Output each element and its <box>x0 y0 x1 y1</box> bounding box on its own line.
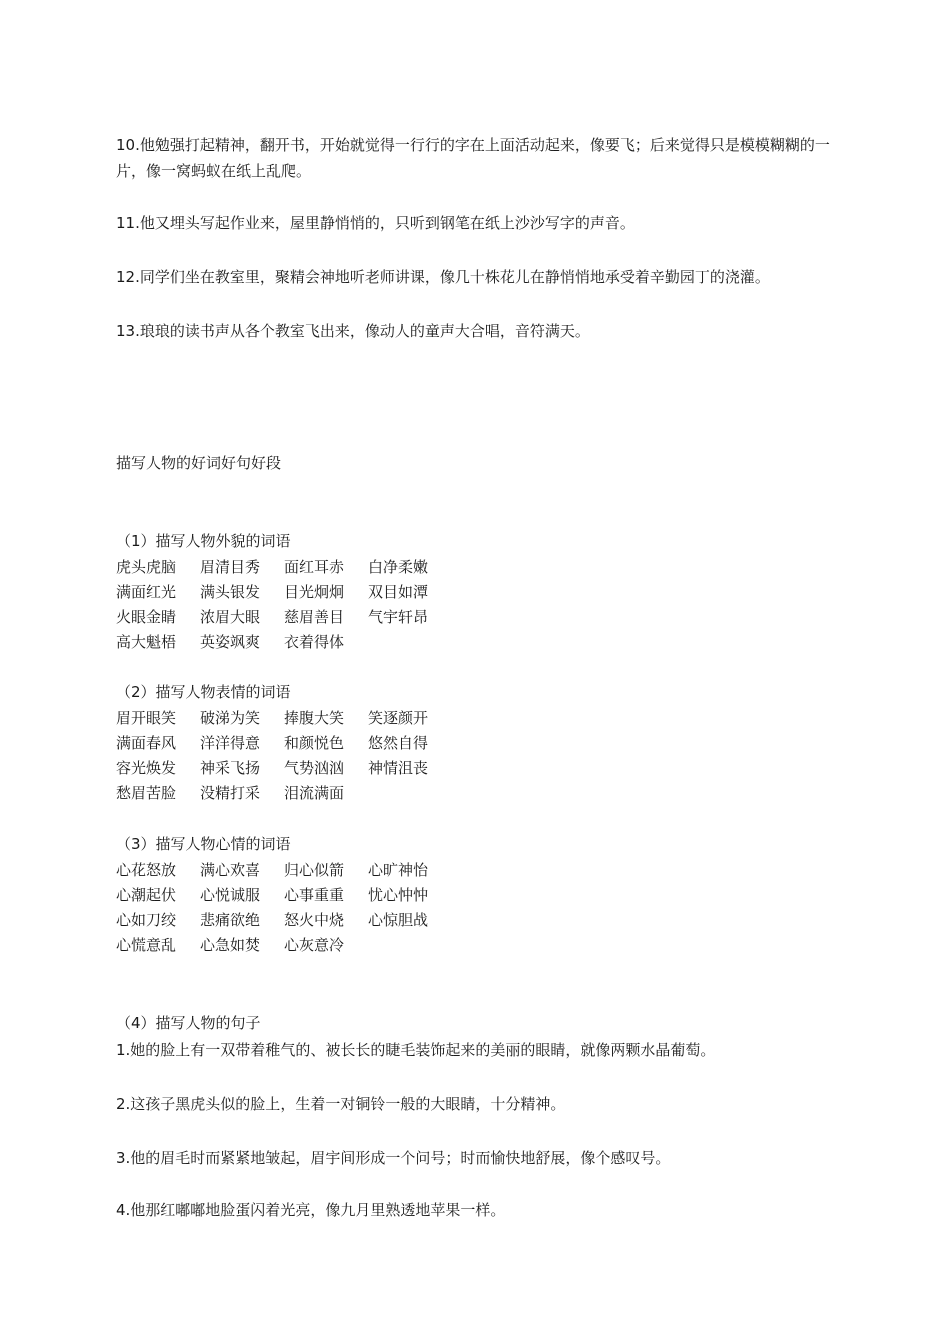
word: 怒火中烧 <box>284 911 345 929</box>
word: 气势汹汹 <box>284 759 345 777</box>
person-sentence-1: 1.她的脸上有一双带着稚气的、被长长的睫毛装饰起来的美丽的眼睛，就像两颗水晶葡萄。 <box>116 1041 716 1059</box>
word: 浓眉大眼 <box>200 608 261 626</box>
word-row <box>116 630 452 655</box>
word: 破涕为笑 <box>200 709 261 727</box>
word: 满面红光 <box>116 583 177 601</box>
word-row <box>116 555 452 580</box>
word: 悲痛欲绝 <box>200 911 261 929</box>
word: 目光炯炯 <box>284 583 345 601</box>
word-row <box>116 908 452 933</box>
word: 眉开眼笑 <box>116 709 177 727</box>
sentences-heading: （4）描写人物的句子 <box>116 1014 261 1032</box>
word: 忧心忡忡 <box>368 886 429 904</box>
sentence-11: 11.他又埋头写起作业来，屋里静悄悄的，只听到钢笔在纸上沙沙写字的声音。 <box>116 214 635 232</box>
word: 心如刀绞 <box>116 911 177 929</box>
word: 满头银发 <box>200 583 261 601</box>
group-title: （3）描写人物心情的词语 <box>116 835 291 853</box>
word-row <box>116 756 452 781</box>
word-group-appearance <box>116 530 452 655</box>
word: 笑逐颜开 <box>368 709 429 727</box>
word: 高大魁梧 <box>116 633 177 651</box>
word: 心慌意乱 <box>116 936 177 954</box>
word: 洋洋得意 <box>200 734 261 752</box>
sentence-12: 12.同学们坐在教室里，聚精会神地听老师讲课，像几十株花儿在静悄悄地承受着辛勤园丁的浇灌。 <box>116 268 770 286</box>
word: 心急如焚 <box>200 936 261 954</box>
word: 虎头虎脑 <box>116 558 177 576</box>
group-title: （2）描写人物表情的词语 <box>116 683 291 701</box>
word: 心潮起伏 <box>116 886 177 904</box>
word: 英姿飒爽 <box>200 633 261 651</box>
word: 心灰意冷 <box>284 936 345 954</box>
word-group-mood <box>116 833 452 958</box>
word: 面红耳赤 <box>284 558 345 576</box>
word: 衣着得体 <box>284 633 345 651</box>
word: 捧腹大笑 <box>284 709 345 727</box>
section-heading: 描写人物的好词好句好段 <box>116 454 282 472</box>
word: 心花怒放 <box>116 861 177 879</box>
word-row <box>116 580 452 605</box>
word: 双目如潭 <box>368 583 429 601</box>
group-title: （1）描写人物外貌的词语 <box>116 532 291 550</box>
word: 神采飞扬 <box>200 759 261 777</box>
sentence-13: 13.琅琅的读书声从各个教室飞出来，像动人的童声大合唱，音符满天。 <box>116 322 590 340</box>
word-row <box>116 883 452 908</box>
word: 心事重重 <box>284 886 345 904</box>
word: 眉清目秀 <box>200 558 261 576</box>
word: 满心欢喜 <box>200 861 261 879</box>
word: 悠然自得 <box>368 734 429 752</box>
word: 白净柔嫩 <box>368 558 429 576</box>
word: 没精打采 <box>200 784 261 802</box>
sentence-10: 10.他勉强打起精神，翻开书，开始就觉得一行行的字在上面活动起来，像要飞；后来觉得只是模模糊糊的一片，像一窝蚂蚁在纸上乱爬。 <box>116 136 830 180</box>
word: 慈眉善目 <box>284 608 345 626</box>
word: 容光焕发 <box>116 759 177 777</box>
person-sentence-2: 2.这孩子黑虎头似的脸上，生着一对铜铃一般的大眼睛，十分精神。 <box>116 1095 566 1113</box>
word-row <box>116 605 452 630</box>
word: 心悦诚服 <box>200 886 261 904</box>
word: 愁眉苦脸 <box>116 784 177 802</box>
word-row <box>116 731 452 756</box>
word: 泪流满面 <box>284 784 345 802</box>
person-sentence-3: 3.他的眉毛时而紧紧地皱起，眉宇间形成一个问号；时而愉快地舒展，像个感叹号。 <box>116 1149 671 1167</box>
word-row <box>116 706 452 731</box>
word-row <box>116 781 452 806</box>
word: 和颜悦色 <box>284 734 345 752</box>
word-row <box>116 933 452 958</box>
person-sentence-4: 4.他那红嘟嘟地脸蛋闪着光亮，像九月里熟透地苹果一样。 <box>116 1201 506 1219</box>
word: 归心似箭 <box>284 861 345 879</box>
word-group-expression <box>116 681 452 806</box>
word: 神情沮丧 <box>368 759 429 777</box>
word: 心旷神怡 <box>368 861 429 879</box>
word: 火眼金睛 <box>116 608 177 626</box>
word: 心惊胆战 <box>368 911 429 929</box>
word-row <box>116 858 452 883</box>
word: 满面春风 <box>116 734 177 752</box>
word: 气宇轩昂 <box>368 608 429 626</box>
